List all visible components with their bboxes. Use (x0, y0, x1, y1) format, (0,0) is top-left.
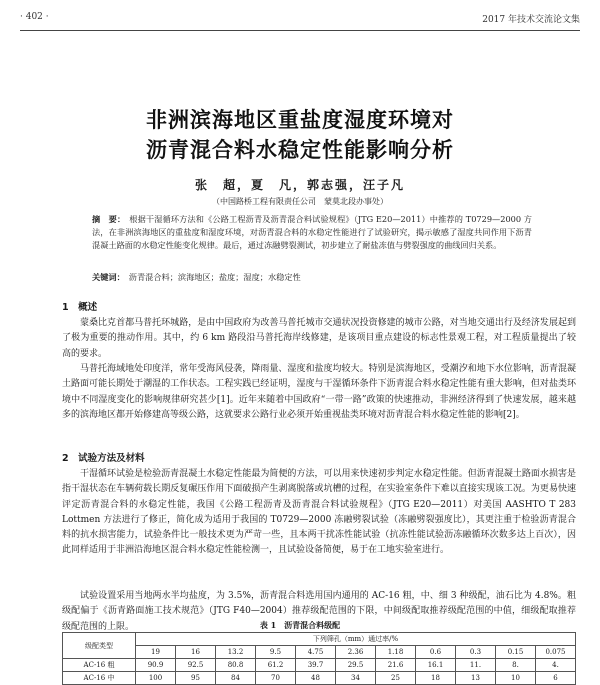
keywords (92, 272, 532, 283)
table-cell: 90.9 (136, 659, 176, 672)
section-heading-methods: 2 试验方法及材料 (62, 453, 145, 464)
paper-title-line-1: 非洲滨海地区重盐度湿度环境对 (146, 108, 454, 132)
sieve-size: 9.5 (256, 646, 296, 659)
table-row-header: 级配类型 (63, 633, 136, 659)
journal-title: 2017 年技术交流论文集 (482, 15, 580, 25)
table-cell: 10 (496, 672, 536, 685)
body-paragraph: 马普托海域地处印度洋，常年受海风侵袭，降雨量、湿度和盐度均较大。特别是滨海地区，受潮汐和地下水位影响，沥青混凝土路面可能长期处于潮湿的工作状态。工程实践已经证明，湿度与干湿循环条件下沥青混合料水稳定性能有重大影响，但对盐类环境中不同湿度变化的影响规律研究甚少[1]。近年来随着中国政府“一带一路”政策的快速推动，非洲经济得到了快速发展，越来越多的滨海地区都开始修建高等级公路，这就要求公路行业必须开始重视盐类环境对沥青混合料水稳定性能的影响[2]。 (62, 364, 576, 420)
table-cell: 61.2 (256, 659, 296, 672)
table-cell: 11. (456, 659, 496, 672)
sieve-size: 13.2 (216, 646, 256, 659)
table-cell: 48 (296, 672, 336, 685)
table-cell: 6 (536, 672, 576, 685)
author-list: 张 超，夏 凡，郭志强，汪子凡 (194, 178, 405, 192)
abstract (92, 213, 532, 252)
table-cell: 95 (176, 672, 216, 685)
sieve-size: 19 (136, 646, 176, 659)
header-rule (20, 30, 580, 31)
sieve-size: 4.75 (296, 646, 336, 659)
table-row (63, 659, 576, 672)
table-cell: 16.1 (416, 659, 456, 672)
table-cell: 34 (336, 672, 376, 685)
sieve-size: 0.6 (416, 646, 456, 659)
table-cell: 25 (376, 672, 416, 685)
body-paragraph: 干湿循环试验是检验沥青混凝土水稳定性能最为简便的方法，可以用来快速初步判定水稳定性能。但沥青混凝土路面水损害是指干湿状态在车辆荷载长期反复碾压作用下面破损产生剥离脱落或坑槽的过程，在实验室条件下难以直接实现该工况。为更易快速评定沥青混合料的水稳定性能，我国《公路工程沥青及沥青混合料试验规程》（JTG E20—2011）对美国 AASHTO T 283 Lottmen 方法进行了修正，简化成为适用于我国的 T0729—2000 冻融劈裂试验（冻融劈裂强度比），其更注重于检验沥青混合料的抗水损害能力，试验条件比一般技术更为严苛一些，且本两干扰冻性能试验（抗冻性能试验沥冻融循环次数多达上百次），因此同样适用于非洲沿海地区混合料水稳定性能检测一，且试验设备简便，易于在工地实验室进行。 (62, 469, 576, 556)
table-cell: 13 (456, 672, 496, 685)
table-cell: 100 (136, 672, 176, 685)
gradation-name: AC-16 粗 (63, 659, 136, 672)
table-cell: 4. (536, 659, 576, 672)
body-paragraph: 试验设置采用当地两水半均盐度，为 3.5%，沥青混合料选用国内通用的 AC-16 粗，中、细 3 种级配，油石比为 4.8%。粗级配偏于《沥青路面施工技术规范》（JTG F40—2004）推荐级配范围的下限，中间级配取推荐级配范围的中值，细级配取推荐级配范围的上限。 (62, 591, 576, 632)
sieve-header-row (63, 646, 576, 659)
keywords-text: 沥青混合料；滨海地区；盐度；湿度；水稳定性 (128, 272, 301, 282)
table-cell: 8. (496, 659, 536, 672)
gradation-table (62, 632, 576, 685)
paper-title-line-2: 沥青混合料水稳定性能影响分析 (146, 138, 454, 162)
table-cell: 29.5 (336, 659, 376, 672)
affiliation: （中国路桥工程有限责任公司 蒙莫北段办事处） (212, 197, 388, 206)
sieve-size: 0.15 (496, 646, 536, 659)
table-cell: 92.5 (176, 659, 216, 672)
table-cell: 84 (216, 672, 256, 685)
running-head (20, 12, 580, 28)
body-paragraph: 蒙桑比克首都马普托环城路，是由中国政府为改善马普托城市交通状况投资修建的城市公路，对当地交通出行及经济发展起到了极为重要的推动作用。其中，约 6 km 路段沿马普托海岸线修建，是该项目重点建设的标志性景观工程，对工程质量提出了较高的要求。 (62, 318, 576, 359)
table-cell: 70 (256, 672, 296, 685)
sieve-size: 1.18 (376, 646, 416, 659)
sieve-size: 0.075 (536, 646, 576, 659)
table-group-header: 下列筛孔（mm）通过率/% (136, 633, 576, 646)
abstract-text: 根据干湿循环方法和《公路工程沥青及沥青混合料试验规程》（JTG E20—2011）中推荐的 T0729—2000 方法，在非洲滨海地区的重盐度和湿度环境，对沥青混合料的水稳定性能进行了试验研究，揭示敏感了湿度共同作用下沥青混凝土路面的水稳定性能变化规律。最后，通过冻融劈裂测试，初步建立了耐盐冻值与劈裂强度的曲线回归关系。 (92, 214, 532, 250)
keywords-label: 关键词： (92, 272, 125, 282)
section-heading-overview: 1 概述 (62, 302, 98, 313)
table-cell: 18 (416, 672, 456, 685)
table-caption: 表 1 沥青混合料级配 (259, 620, 341, 630)
sieve-size: 16 (176, 646, 216, 659)
sieve-size: 2.36 (336, 646, 376, 659)
abstract-label: 摘 要： (92, 214, 126, 224)
table-cell: 39.7 (296, 659, 336, 672)
gradation-name: AC-16 中 (63, 672, 136, 685)
table-cell: 21.6 (376, 659, 416, 672)
table-row (63, 672, 576, 685)
table-cell: 80.8 (216, 659, 256, 672)
sieve-size: 0.3 (456, 646, 496, 659)
page-number: · 402 · (20, 12, 49, 22)
